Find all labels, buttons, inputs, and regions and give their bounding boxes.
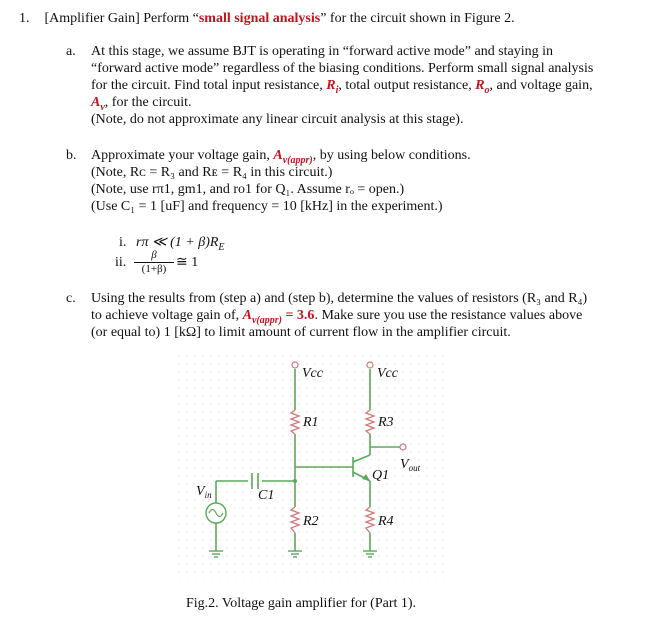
fraction-numerator: β — [151, 249, 157, 261]
part-b-line-2: (Note, Rᴄ = R₃ and Rᴇ = R₄ in this circuit.) — [91, 165, 333, 180]
vout-label: $V_{out}$ — [400, 457, 421, 473]
r1-label: R1 — [303, 415, 319, 430]
vcc-label-1: Vcc — [302, 366, 323, 381]
vin-label: $V_{in}$ — [196, 484, 212, 500]
part-a-line-3-mid: , total output resistance, — [338, 78, 476, 93]
output-resistance-symbol: $R_o$ — [475, 78, 490, 96]
vout-terminal — [400, 444, 406, 450]
part-b-line-1-pre: Approximate your voltage gain, — [91, 148, 274, 163]
part-a-line-2: “forward active mode” regardless of the biasing conditions. Perform small signal analysis — [91, 61, 594, 76]
figure-caption: Fig.2. Voltage gain amplifier for (Part 1). — [186, 596, 417, 611]
part-b-line-4: (Use C₁ = 1 [uF] and frequency = 10 [kHz] in the experiment.) — [91, 199, 443, 214]
part-a-label: a. — [66, 44, 76, 59]
vcc-label-2: Vcc — [377, 366, 398, 381]
part-a-line-3-post: , and voltage gain, — [489, 78, 593, 93]
problem-title-pre: [Amplifier Gain] Perform “ — [44, 11, 199, 26]
r4-label: R4 — [378, 514, 394, 529]
part-c-label: c. — [66, 291, 76, 306]
problem-number: 1. — [19, 11, 30, 26]
voltage-gain-symbol: $A_v$ — [91, 95, 105, 113]
q1-label: Q1 — [372, 468, 390, 483]
problem-header — [19, 10, 515, 27]
part-b-line-1-post: , by using below conditions. — [312, 148, 471, 163]
condition-ii-fraction — [134, 249, 174, 275]
amplifier-circuit-diagram — [178, 355, 448, 580]
part-c-line-2-pre: to achieve voltage gain of, — [91, 308, 243, 323]
part-b-line-3: (Note, use rπ1, gm1, and ro1 for Q₁. Assume rₒ = open.) — [91, 182, 405, 197]
condition-i: rπ ≪ $(1 + \beta)R_E$ — [136, 235, 225, 253]
r2-label: R2 — [303, 514, 319, 529]
junction-dot — [293, 479, 297, 483]
condition-ii-label: ii. — [115, 255, 127, 270]
c1-label: C1 — [258, 488, 275, 503]
part-b-line-1 — [91, 147, 471, 164]
part-a-line-4-post: , for the circuit. — [104, 95, 192, 110]
input-resistance-symbol: $R_i$ — [326, 78, 339, 96]
part-a-line-1: At this stage, we assume BJT is operating in “forward active mode” and staying in — [91, 44, 554, 59]
condition-ii-rhs: ≅ 1 — [176, 255, 199, 270]
vcc-terminal-2 — [367, 362, 373, 368]
part-c-line-3: (or equal to) 1 [kΩ] to limit amount of current flow in the amplifier circuit. — [91, 325, 511, 340]
part-b-label: b. — [66, 148, 77, 163]
r3-label: R3 — [378, 415, 394, 430]
part-c-line-1: Using the results from (step a) and (step b), determine the values of resistors (R₃ and R₄) — [91, 291, 588, 306]
target-gain-symbol: $A_{v(appr)}$ — [242, 308, 282, 326]
part-a-line-5: (Note, do not approximate any linear circuit analysis at this stage). — [91, 112, 464, 127]
target-gain-value: = 3.6 — [281, 308, 315, 323]
part-a-line-3 — [91, 77, 593, 94]
part-a-line-4 — [91, 94, 191, 111]
part-c-line-2 — [91, 307, 582, 324]
problem-title-emphasis: small signal analysis — [198, 11, 321, 26]
vcc-terminal-1 — [292, 362, 298, 368]
condition-i-label: i. — [119, 235, 127, 250]
problem-title-post: ” for the circuit shown in Figure 2. — [320, 11, 515, 26]
fraction-denominator: (1+β) — [134, 262, 174, 275]
part-c-line-2-post: . Make sure you use the resistance values above — [314, 308, 583, 323]
approx-gain-symbol: $A_{v(appr)}$ — [273, 148, 313, 166]
part-a-line-3-pre: for the circuit. Find total input resistance, — [91, 78, 327, 93]
